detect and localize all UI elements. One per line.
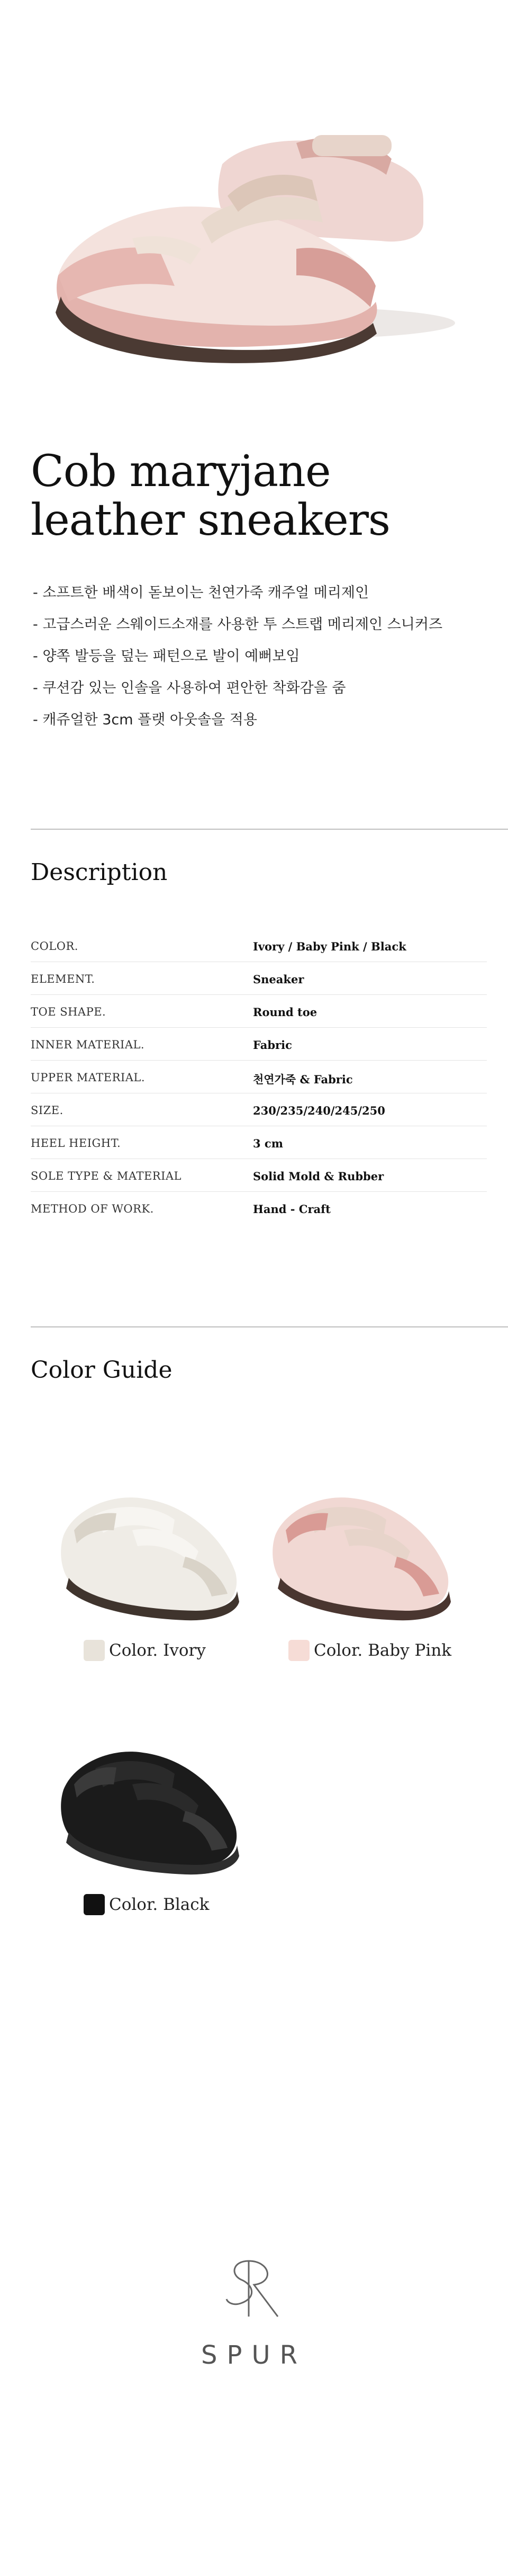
- spec-label: METHOD OF WORK.: [31, 1202, 154, 1215]
- spec-label: SIZE.: [31, 1104, 64, 1117]
- spec-row: [31, 1093, 487, 1126]
- hero-product-image: [0, 0, 508, 402]
- spec-value: 3 cm: [253, 1137, 283, 1150]
- spec-label: COLOR.: [31, 940, 78, 953]
- spec-row: [31, 995, 487, 1028]
- swatch-ivory: [84, 1640, 105, 1661]
- spec-table: [31, 929, 487, 1224]
- color-label-ivory: Color. Ivory: [109, 1641, 206, 1660]
- spec-label: UPPER MATERIAL.: [31, 1071, 146, 1084]
- spec-value: Hand - Craft: [253, 1202, 331, 1216]
- spec-label: SOLE TYPE & MATERIAL: [31, 1170, 182, 1182]
- color-label-baby-pink: Color. Baby Pink: [314, 1641, 452, 1660]
- spec-label: INNER MATERIAL.: [31, 1038, 145, 1051]
- spec-row: [31, 1061, 487, 1093]
- spec-value: Sneaker: [253, 973, 304, 986]
- feature-item: - 캐쥬얼한 3cm 플랫 아웃솔을 적용: [33, 712, 257, 728]
- swatch-black: [84, 1894, 105, 1915]
- swatch-baby-pink: [288, 1640, 310, 1661]
- spec-value: Solid Mold & Rubber: [253, 1170, 384, 1183]
- feature-item: - 고급스러운 스웨이드소재를 사용한 투 스트랩 메리제인 스니커즈: [33, 616, 443, 633]
- feature-item: - 소프트한 배색이 돋보이는 천연가죽 캐주얼 메리제인: [33, 585, 369, 601]
- product-title-line1: Cob maryjane: [31, 446, 331, 497]
- feature-item: - 양쪽 발등을 덮는 패턴으로 발이 예뻐보임: [33, 648, 300, 665]
- spec-row: [31, 1159, 487, 1192]
- spec-row: [31, 962, 487, 995]
- spec-value: Ivory / Baby Pink / Black: [253, 940, 406, 953]
- spec-value: Round toe: [253, 1006, 318, 1019]
- shoe-image-ivory: [53, 1472, 243, 1631]
- spec-row: [31, 1126, 487, 1159]
- brand-logo-mark: [212, 2250, 296, 2330]
- spec-value: 230/235/240/245/250: [253, 1104, 385, 1117]
- feature-list: [33, 577, 488, 736]
- color-label-black: Color. Black: [109, 1895, 210, 1914]
- shoe-image-black: [53, 1726, 243, 1885]
- spec-label: HEEL HEIGHT.: [31, 1137, 121, 1150]
- shoe-image-baby-pink: [265, 1472, 455, 1631]
- product-title: [31, 447, 486, 545]
- feature-item: - 쿠션감 있는 인솔을 사용하여 편안한 착화감을 줌: [33, 680, 346, 696]
- section-divider: [31, 1326, 508, 1327]
- color-guide-heading: Color Guide: [31, 1357, 173, 1384]
- spec-value: 천연가죽 & Fabric: [253, 1073, 353, 1086]
- spec-row: [31, 929, 487, 962]
- spec-row: [31, 1192, 487, 1224]
- spec-label: ELEMENT.: [31, 973, 95, 985]
- description-heading: Description: [31, 859, 168, 886]
- spec-row: [31, 1028, 487, 1061]
- brand-name: SPUR: [201, 2340, 307, 2370]
- hero-shoe-illustration: [0, 0, 508, 402]
- product-title-line2: leather sneakers: [31, 495, 390, 545]
- spec-value: Fabric: [253, 1038, 292, 1052]
- section-divider: [31, 829, 508, 830]
- spec-label: TOE SHAPE.: [31, 1006, 106, 1018]
